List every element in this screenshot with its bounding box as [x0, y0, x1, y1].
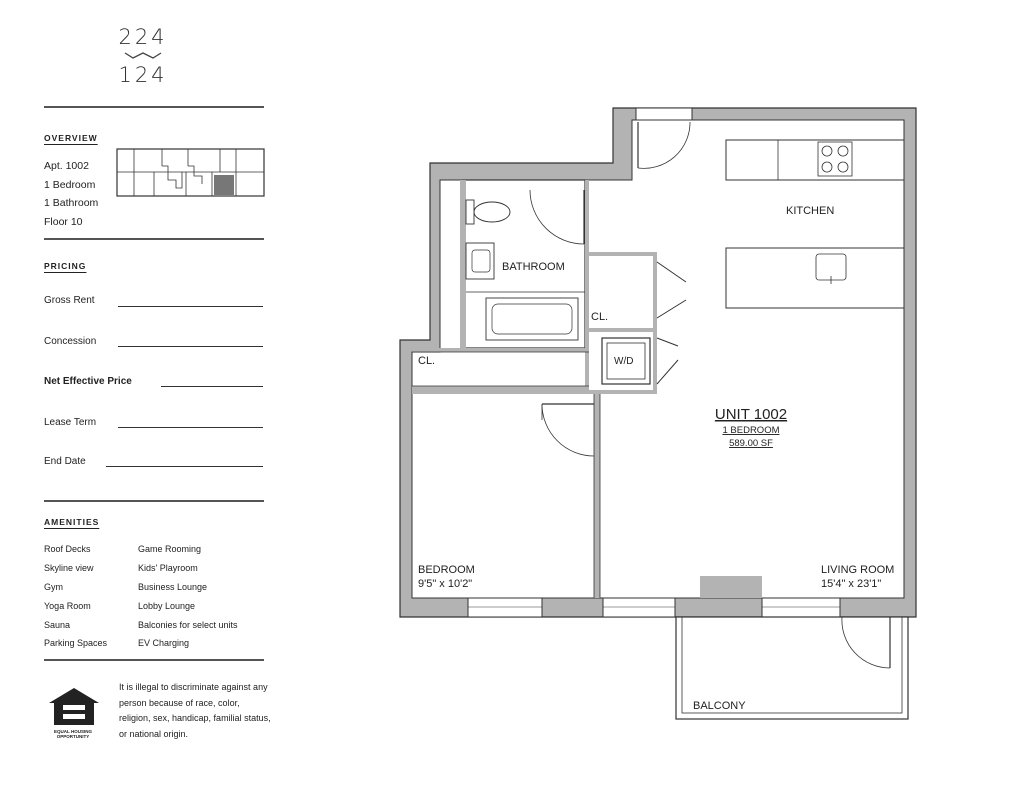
- amenity-item: Balconies for select units: [138, 620, 238, 630]
- apt-number: Apt. 1002: [44, 160, 89, 172]
- concession-label: Concession: [44, 336, 97, 347]
- closet-label: CL.: [418, 355, 436, 367]
- kitchen-label: KITCHEN: [786, 205, 835, 217]
- amenity-item: Game Rooming: [138, 544, 202, 554]
- equal-housing-caption: EQUAL HOUSING OPPORTUNITY: [54, 729, 92, 739]
- bedroom-count: 1 Bedroom: [44, 179, 96, 191]
- unit-title: UNIT 1002: [714, 406, 788, 423]
- amenity-item: Business Lounge: [138, 582, 208, 592]
- kitchen-island: [726, 248, 904, 308]
- floor-number: Floor 10: [44, 216, 83, 228]
- living-room-label: LIVING ROOM: [821, 564, 895, 576]
- cooktop: [818, 142, 852, 176]
- overview-heading: OVERVIEW: [44, 133, 98, 143]
- lease-term-label: Lease Term: [44, 417, 97, 428]
- washer-dryer-label: W/D: [614, 356, 634, 367]
- net-effective-label: Net Effective Price: [44, 376, 132, 387]
- legal-notice: It is illegal to discriminate against any person because of race, color, religion, sex, handicap, familial status, or national origin.: [119, 682, 271, 739]
- bathroom-label: BATHROOM: [502, 261, 565, 273]
- bedroom-dimensions: 9'5" x 10'2": [418, 578, 473, 590]
- logo-bottom-number: 124: [118, 63, 168, 87]
- amenity-item: Parking Spaces: [44, 638, 108, 648]
- amenity-item: Yoga Room: [44, 601, 91, 611]
- amenity-item: Skyline view: [44, 563, 94, 573]
- window: [603, 598, 675, 617]
- column: [700, 576, 762, 598]
- end-date-label: End Date: [44, 456, 86, 467]
- amenity-item: Sauna: [44, 620, 71, 630]
- pricing-heading: PRICING: [44, 261, 87, 271]
- amenity-item: Kids' Playroom: [138, 563, 198, 573]
- amenity-item: Roof Decks: [44, 544, 91, 554]
- bedroom-label: BEDROOM: [418, 564, 475, 576]
- kitchen-counter: [726, 140, 904, 180]
- balcony-label: BALCONY: [693, 700, 746, 712]
- living-room-dimensions: 15'4" x 23'1": [821, 578, 882, 590]
- unit-area: 589.00 SF: [729, 438, 773, 449]
- window: [762, 598, 840, 617]
- bathroom-count: 1 Bathroom: [44, 197, 99, 209]
- amenity-item: EV Charging: [138, 638, 190, 648]
- closet-label: CL.: [591, 311, 609, 323]
- amenity-item: Gym: [44, 582, 63, 592]
- amenities-heading: AMENITIES: [44, 517, 100, 527]
- gross-rent-label: Gross Rent: [44, 295, 95, 306]
- logo-top-number: 224: [118, 25, 168, 49]
- unit-type: 1 BEDROOM: [722, 425, 780, 436]
- amenity-item: Lobby Lounge: [138, 601, 196, 611]
- toilet: [474, 202, 510, 222]
- window: [468, 598, 542, 617]
